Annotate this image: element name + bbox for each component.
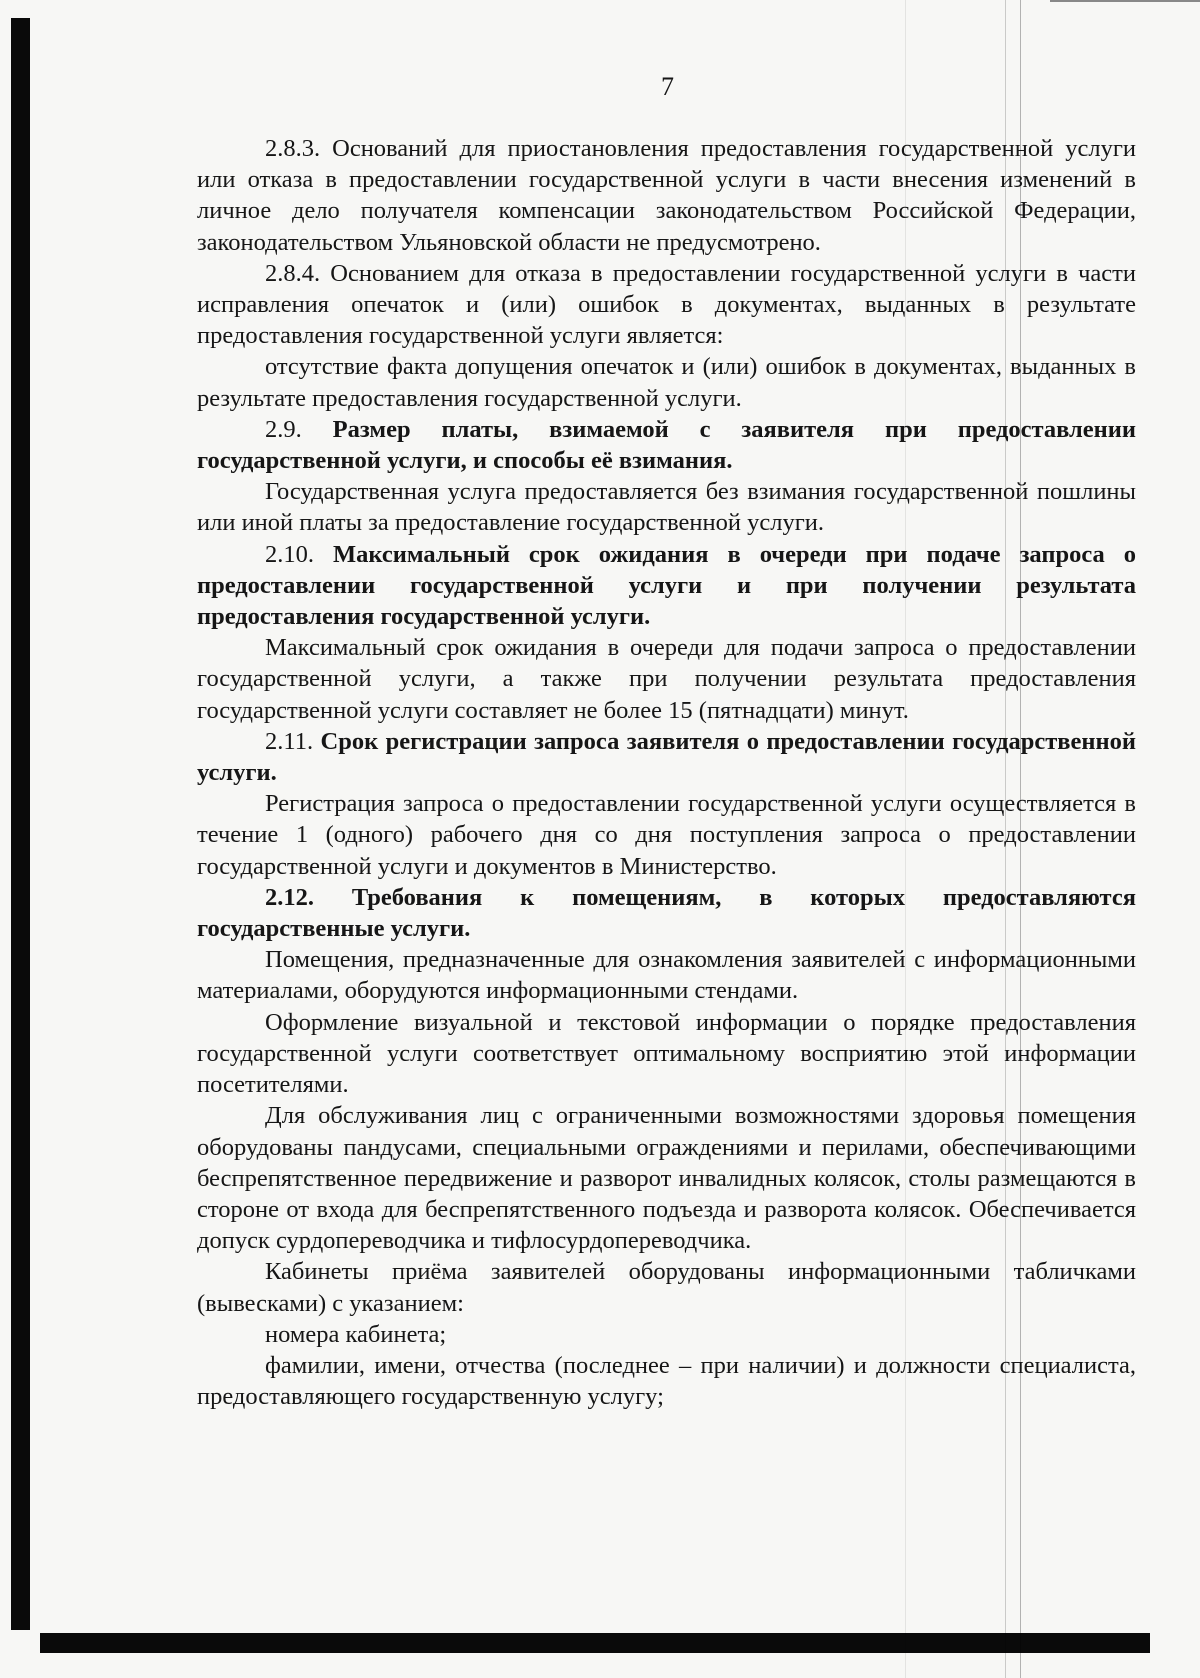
paragraph: 2.8.3. Оснований для приостановления предоставления государственной услуги или отказа в предоставлении государственной услуги в части внесения изменений в личное дело получателя компенсации законодательством Российской Федерации, законодательством Ульяновской области не предусмотрено. <box>197 135 1136 256</box>
section-heading <box>197 882 1136 944</box>
section-heading <box>197 539 1136 633</box>
paragraph: отсутствие факта допущения опечаток и (или) ошибок в документах, выданных в результате предоставления государственной услуги. <box>197 353 1136 412</box>
paragraph: Кабинеты приёма заявителей оборудованы информационными табличками (вывесками) с указанием: <box>197 1258 1136 1317</box>
section-title: Размер платы, взимаемой с заявителя при предоставлении государственной услуги, и способы её взимания. <box>197 415 1136 475</box>
section-number: 2.10. <box>265 540 334 568</box>
scan-border-left <box>11 18 30 1630</box>
section-title: Максимальный срок ожидания в очереди при подаче запроса о предоставлении государственной услуги и при получении результата предоставления государственной услуги. <box>197 540 1137 631</box>
section-title: Срок регистрации запроса заявителя о предоставлении государственной услуги. <box>197 727 1136 787</box>
paragraph: Регистрация запроса о предоставлении государственной услуги осуществляется в течение 1 (одного) рабочего дня со дня поступления запроса о предоставлении государственной услуги и документов в Министерство. <box>197 790 1136 880</box>
document-body <box>197 133 1136 1412</box>
section-number: 2.9. <box>265 415 333 443</box>
scan-border-bottom <box>40 1633 1150 1653</box>
paragraph: Помещения, предназначенные для ознакомления заявителей с информационными материалами, оборудуются информационными стендами. <box>197 946 1136 1005</box>
paragraph: номера кабинета; <box>265 1320 447 1348</box>
scan-edge-top <box>1050 0 1200 2</box>
paragraph: фамилии, имени, отчества (последнее – при наличии) и должности специалиста, предоставляющего государственную услугу; <box>197 1351 1136 1411</box>
section-heading <box>197 414 1136 476</box>
section-heading <box>197 726 1136 788</box>
paragraph: Для обслуживания лиц с ограниченными возможностями здоровья помещения оборудованы пандусами, специальными ограждениями и перилами, обеспечивающими беспрепятственное передвижение и разворот инвалидных колясок, столы размещаются в стороне от входа для беспрепятственного подъезда и разворота колясок. Обеспечивается допуск сурдопереводчика и тифлосурдопереводчика. <box>197 1102 1136 1255</box>
section-number: 2.11. <box>265 727 321 755</box>
paragraph: Государственная услуга предоставляется без взимания государственной пошлины или иной платы за предоставление государственной услуги. <box>197 478 1136 537</box>
paragraph: Максимальный срок ожидания в очереди для подачи запроса о предоставлении государственной услуги, а также при получении результата предоставления государственной услуги составляет не более 15 (пятнадцати) минут. <box>197 634 1136 724</box>
paragraph: 2.8.4. Основанием для отказа в предоставлении государственной услуги в части исправления опечаток и (или) ошибок в документах, выданных в результате предоставления государственной услуги является: <box>197 259 1136 350</box>
section-title: 2.12. Требования к помещениям, в которых предоставляются государственные услуги. <box>197 883 1136 943</box>
page-number: 7 <box>661 72 674 101</box>
paragraph: Оформление визуальной и текстовой информации о порядке предоставления государственной услуги соответствует оптимальному восприятию этой информации посетителями. <box>197 1008 1136 1099</box>
